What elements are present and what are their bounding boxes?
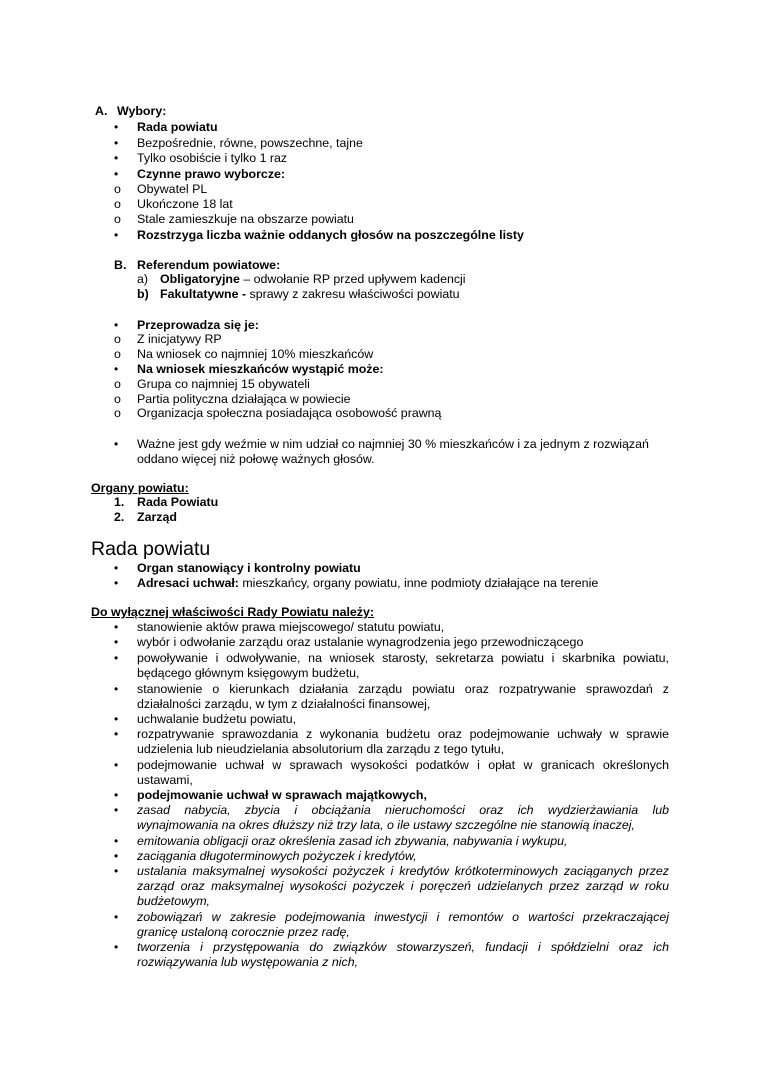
bullet: • xyxy=(114,803,119,817)
term-description: – odwołanie RP przed upływem kadencji xyxy=(239,272,466,286)
paragraph-line: wynajmowania na okres dłuższy niż trzy lata, o ile ustawy szczególne nie stanowią inaczej, xyxy=(137,818,635,832)
paragraph-line: ustalania maksymalnej wysokości pożyczek i kredytów krótkoterminowych zaciąganych przez xyxy=(137,864,669,878)
bullet: • xyxy=(114,620,119,634)
paragraph-line: rozpatrywanie sprawozdania z wykonania budżetu oraz podejmowanie uchwały w sprawie xyxy=(137,727,669,741)
bullet: • xyxy=(114,682,119,696)
competence-heading: Do wyłącznej właściwości Rady Powiatu należy: xyxy=(91,605,375,619)
list-item xyxy=(137,576,598,591)
bullet: • xyxy=(114,727,119,741)
paragraph-line: podejmowanie uchwał w sprawach wysokości podatków i opłat w granicach określonych xyxy=(137,758,669,772)
paragraph-line: stanowienie aktów prawa miejscowego/ statutu powiatu, xyxy=(137,620,445,634)
list-item xyxy=(160,287,460,302)
bullet: • xyxy=(114,561,119,575)
bullet: • xyxy=(114,437,119,451)
bullet: • xyxy=(114,864,119,878)
bullet: • xyxy=(114,758,119,772)
paragraph-line: wybór i odwołanie zarządu oraz ustalanie wynagrodzenia jego przewodniczącego xyxy=(137,635,584,649)
list-item: Obywatel PL xyxy=(137,182,208,196)
paragraph-line: zaciągania długoterminowych pożyczek i kredytów, xyxy=(137,849,417,863)
organs-heading: Organy powiatu: xyxy=(91,481,189,495)
list-item: Rada Powiatu xyxy=(137,495,219,509)
paragraph-line: uchwalanie budżetu powiatu, xyxy=(137,712,297,726)
list-item: Na wniosek mieszkańców wystąpić może: xyxy=(137,362,384,376)
bullet: • xyxy=(114,228,119,242)
list-item: Na wniosek co najmniej 10% mieszkańców xyxy=(137,347,374,361)
list-item: Ukończone 18 lat xyxy=(137,197,233,211)
section-a-heading: Wybory: xyxy=(117,104,167,118)
list-item: Grupa co najmniej 15 obywateli xyxy=(137,377,310,391)
list-item: Bezpośrednie, równe, powszechne, tajne xyxy=(137,136,363,150)
list-item: Organ stanowiący i kontrolny powiatu xyxy=(137,561,361,575)
enum-marker: 1. xyxy=(114,495,125,509)
paragraph-line: zasad nabycia, zbycia i obciążania nieruchomości oraz ich wydzierżawiania lub xyxy=(137,803,669,817)
bullet: • xyxy=(114,834,119,848)
paragraph-line: powoływanie i odwoływanie, na wniosek starosty, sekretarza powiatu i skarbnika powiatu, xyxy=(137,651,669,665)
bullet: • xyxy=(114,651,119,665)
sub-bullet: o xyxy=(114,212,121,226)
list-item: Partia polityczna działająca w powiecie xyxy=(137,392,351,406)
list-item: Rada powiatu xyxy=(137,120,218,134)
section-a-marker: A. xyxy=(95,104,108,118)
paragraph-line: rozwiązywania lub występowania z nich, xyxy=(137,955,359,969)
list-item: Tylko osobiście i tylko 1 raz xyxy=(137,151,288,165)
bullet: • xyxy=(114,136,119,150)
enum-marker: a) xyxy=(137,272,149,286)
list-item: Rozstrzyga liczba ważnie oddanych głosów na poszczególne listy xyxy=(137,228,524,242)
list-item: Stale zamieszkuje na obszarze powiatu xyxy=(137,212,354,226)
bullet: • xyxy=(114,151,119,165)
paragraph-line: tworzenia i przystępowania do związków stowarzyszeń, fundacji i spółdzielni oraz ich xyxy=(137,940,669,954)
list-item xyxy=(160,272,466,287)
bullet: • xyxy=(114,712,119,726)
paragraph-line: emitowania obligacji oraz określenia zasad ich zbywania, nabywania i wykupu, xyxy=(137,834,568,848)
bullet: • xyxy=(114,576,119,590)
list-item: Czynne prawo wyborcze: xyxy=(137,167,286,181)
enum-marker: 2. xyxy=(114,510,125,524)
paragraph-line: Ważne jest gdy weźmie w nim udział co najmniej 30 % mieszkańców i za jednym z rozwiązań xyxy=(137,437,649,451)
term: Adresaci uchwał: xyxy=(137,576,239,590)
section-title: Rada powiatu xyxy=(91,538,211,560)
paragraph-line: ustawami, xyxy=(137,773,193,787)
bullet: • xyxy=(114,849,119,863)
bullet: • xyxy=(114,120,119,134)
bullet: • xyxy=(114,167,119,181)
paragraph-line: stanowienie o kierunkach działania zarządu powiatu oraz rozpatrywanie sprawozdań z xyxy=(137,682,669,696)
paragraph-line: zarząd oraz maksymalnej wysokości pożyczek i poręczeń udzielanych przez zarząd w roku xyxy=(137,879,669,893)
bullet: • xyxy=(114,635,119,649)
section-b-heading: Referendum powiatowe: xyxy=(137,258,281,272)
list-item: Przeprowadza się je: xyxy=(137,318,259,332)
paragraph-line: będącego głównym księgowym budżetu, xyxy=(137,666,360,680)
enum-marker: b) xyxy=(137,287,149,301)
bullet: • xyxy=(114,318,119,332)
paragraph-line: podejmowanie uchwał w sprawach majątkowych, xyxy=(137,788,427,802)
bullet: • xyxy=(114,362,119,376)
bullet: • xyxy=(114,788,119,802)
list-item: Organizacja społeczna posiadająca osobowość prawną xyxy=(137,406,442,420)
paragraph-line: oddano więcej niż połowę ważnych głosów. xyxy=(137,452,375,466)
section-b-marker: B. xyxy=(114,258,127,272)
sub-bullet: o xyxy=(114,347,121,361)
paragraph-line: budżetowym, xyxy=(137,894,211,908)
paragraph-line: działalności zarządu, w tym z działalności finansowej, xyxy=(137,697,431,711)
sub-bullet: o xyxy=(114,332,121,346)
term-description: mieszkańcy, organy powiatu, inne podmioty działające na terenie xyxy=(238,576,599,590)
sub-bullet: o xyxy=(114,392,121,406)
term: Fakultatywne - xyxy=(160,287,247,301)
list-item: Z inicjatywy RP xyxy=(137,332,222,346)
sub-bullet: o xyxy=(114,377,121,391)
paragraph-line: zobowiązań w zakresie podejmowania inwestycji i remontów o wartości przekraczającej xyxy=(137,910,669,924)
sub-bullet: o xyxy=(114,182,121,196)
paragraph-line: granicę ustaloną corocznie przez radę, xyxy=(137,925,350,939)
list-item: Zarząd xyxy=(137,510,177,524)
bullet: • xyxy=(114,910,119,924)
term-description: sprawy z zakresu właściwości powiatu xyxy=(246,287,460,301)
paragraph-line: udzielenia lub nieudzielania absolutorium dla zarządu z tego tytułu, xyxy=(137,742,505,756)
bullet: • xyxy=(114,940,119,954)
term: Obligatoryjne xyxy=(160,272,240,286)
sub-bullet: o xyxy=(114,197,121,211)
sub-bullet: o xyxy=(114,406,121,420)
